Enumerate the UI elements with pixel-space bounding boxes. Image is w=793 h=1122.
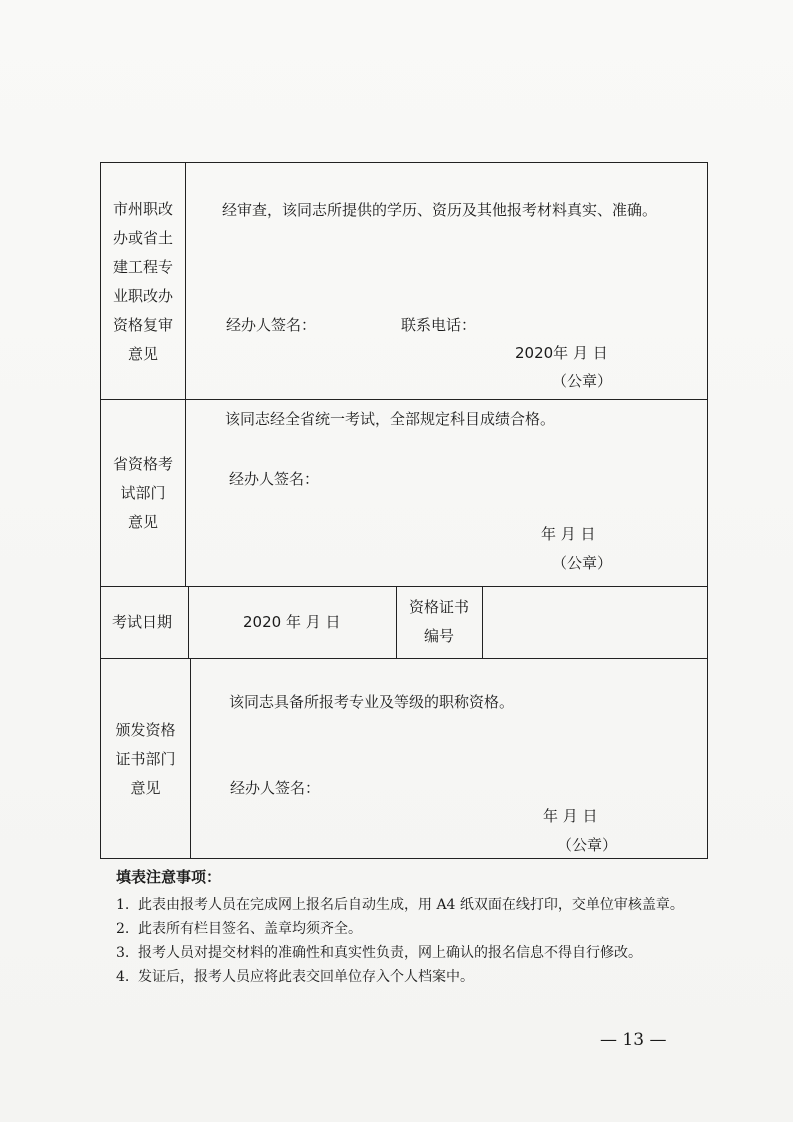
instruction-text: 此表所有栏目签名、盖章均须齐全。 [138,921,362,937]
instruction-number: 1. [116,897,130,913]
cert-number-label-line: 资格证书 [408,598,469,616]
instruction-number: 3. [116,945,130,961]
section1-label-line: 建工程专 [112,258,173,276]
instruction-text: 发证后，报考人员应将此表交回单位存入个人档案中。 [138,969,474,985]
instruction-number: 2. [116,921,130,937]
filling-instructions [116,866,706,990]
section2-label-line: 试部门 [120,484,166,502]
section1-statement: 经审查，该同志所提供的学历、资历及其他报考材料真实、准确。 [222,201,658,219]
exam-date-label: 考试日期 [112,613,173,631]
label-column-divider-exam [188,586,189,659]
section4-label-line: 意见 [130,779,161,797]
instruction-item [116,918,706,940]
section4-label-line: 证书部门 [115,750,176,768]
section1-date: 2020年 月 日 [515,344,608,362]
section1-label-line: 市州职改 [112,200,173,218]
section1-handler-signature-label: 经办人签名： [226,316,317,334]
section2-seal: （公章） [552,554,613,572]
section2-date: 年 月 日 [541,525,596,543]
section1-phone-label: 联系电话： [401,316,477,334]
section4-handler-signature-label: 经办人签名： [230,779,321,797]
instruction-text: 此表由报考人员在完成网上报名后自动生成，用 A4 纸双面在线打印，交单位审核盖章。 [138,897,684,913]
section1-seal: （公章） [552,372,613,390]
instruction-text: 报考人员对提交材料的准确性和真实性负责，网上确认的报名信息不得自行修改。 [138,945,642,961]
page-number: — 13 — [600,1030,667,1050]
application-form-table [100,162,708,859]
section4-label [101,716,190,803]
exam-date-value: 2020 年 月 日 [243,613,341,631]
instruction-number: 4. [116,969,130,985]
instructions-title: 填表注意事项： [116,868,222,886]
section2-handler-signature-label: 经办人签名： [229,470,320,488]
instruction-item [116,942,706,964]
instruction-item [116,966,706,988]
cert-number-label-line: 编号 [423,627,454,645]
section4-statement: 该同志具备所报考专业及等级的职称资格。 [229,693,515,711]
row-divider-3 [101,658,707,659]
label-column-divider-top [185,163,186,587]
label-column-divider-bottom [190,658,191,858]
row-divider-2 [101,586,707,587]
section2-statement: 该同志经全省统一考试，全部规定科目成绩合格。 [225,410,556,428]
cert-number-label [396,593,482,651]
section4-seal: （公章） [557,836,618,854]
section4-date: 年 月 日 [543,807,598,825]
section2-label [101,450,185,537]
instruction-item [116,894,706,916]
section1-label [101,195,185,369]
section1-label-line: 业职改办 [112,287,173,305]
section2-label-line: 意见 [127,513,158,531]
section1-label-line: 资格复审 [112,316,173,334]
row-divider-1 [101,399,707,400]
cert-label-divider [482,586,483,659]
section1-label-line: 意见 [127,345,158,363]
section4-label-line: 颁发资格 [115,721,176,739]
section2-label-line: 省资格考 [112,455,173,473]
section1-label-line: 办或省土 [112,229,173,247]
